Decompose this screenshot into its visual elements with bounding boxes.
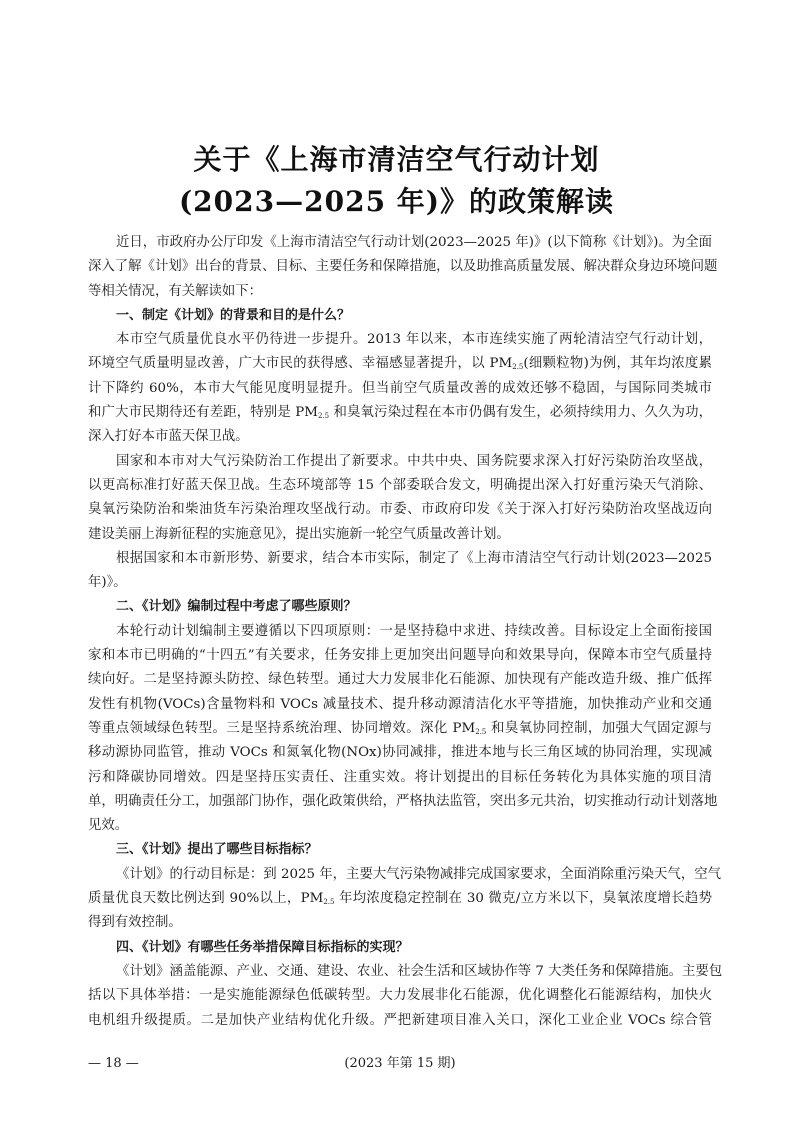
text-line: 国家和本市对大气污染防治工作提出了新要求。中共中央、国务院要求深入打好污染防治攻坚战， <box>116 453 712 469</box>
text-line: 移动源协同监管，推动 VOCs 和氮氧化物(NOx)协同减排，推进本地与长三角区域的协同治理，实现减 <box>88 745 712 761</box>
text-line: 本市空气质量优良水平仍待进一步提升。2013 年以来，本市连续实施了两轮清洁空气行动计划， <box>116 332 712 348</box>
text-line: 质量优良天数比例达到 90%以上，$PM_{2.5}$ 年均浓度稳定控制在 30 微克/立方米以下，臭氧浓度增长趋势 <box>88 891 712 907</box>
section-heading: 一、制定《计划》的背景和目的是什么？ <box>116 307 351 323</box>
section-heading: 二、《计划》编制过程中考虑了哪些原则？ <box>116 599 357 615</box>
issue-label: (2023 年第 15 期) <box>344 1056 456 1071</box>
text-line: 电机组升级提质。二是加快产业结构优化升级。严把新建项目准入关口，深化工业企业 VOCs 综合管 <box>88 1012 712 1028</box>
text-line: 年)》。 <box>88 575 127 591</box>
text-line: 计下降约 60%，本市大气能见度明显提升。但当前空气质量改善的成效还够不稳固，与国际同类城市 <box>88 380 712 396</box>
text-line: 近日，市政府办公厅印发《上海市清洁空气行动计划(2023—2025 年)》(以下简称《计划》)。为全面 <box>116 235 712 250</box>
text-line: 等相关情况，有关解读如下： <box>88 283 263 299</box>
text-line: 环境空气质量明显改善，广大市民的获得感、幸福感显著提升，以 $PM_{2.5}$(细颗粒物)为例，其年均浓度累 <box>88 356 712 372</box>
page-footer <box>88 1054 712 1074</box>
text-line: 根据国家和本市新形势、新要求，结合本市实际，制定了《上海市清洁空气行动计划(2023—2025 <box>116 550 712 566</box>
section-heading: 三、《计划》提出了哪些目标指标？ <box>116 842 318 858</box>
document-title-line-1: 关于《上海市清洁空气行动计划 <box>193 143 600 176</box>
text-line: 深入了解《计划》出台的背景、目标、主要任务和保障措施，以及助推高质量发展、解决群众身边环境问题 <box>88 259 718 275</box>
page-number: — 18 — <box>88 1056 139 1071</box>
text-line: 得到有效控制。 <box>88 915 182 931</box>
text-line: 和广大市民期待还有差距，特别是 $PM_{2.5}$ 和臭氧污染过程在本市仍偶有发生，必须持续用力、久久为功， <box>88 405 712 421</box>
text-line: 本轮行动计划编制主要遵循以下四项原则：一是坚持稳中求进、持续改善。目标设定上全面衔接国 <box>116 623 712 639</box>
text-line: 臭氧污染防治和柴油货车污染治理攻坚战行动。市委、市政府印发《关于深入打好污染防治攻坚战迈向 <box>88 502 712 518</box>
text-line: 家和本市已明确的“十四五”有关要求，任务安排上更加突出问题导向和效果导向，保障本市空气质量持 <box>88 648 712 664</box>
article-body <box>88 231 723 1033</box>
text-line: 建设美丽上海新征程的实施意见》，提出实施新一轮空气质量改善计划。 <box>88 526 510 542</box>
text-line: 深入打好本市蓝天保卫战。 <box>88 429 249 445</box>
text-line: 以更高标准打好蓝天保卫战。生态环境部等 15 个部委联合发文，明确提出深入打好重污染天气消除、 <box>88 477 712 493</box>
text-line: 括以下具体举措：一是实施能源绿色低碳转型。大力发展非化石能源，优化调整化石能源结构，加快火 <box>88 988 712 1004</box>
text-line: 见效。 <box>88 818 129 834</box>
text-line: 发性有机物(VOCs)含量物料和 VOCs 减量技术、提升移动源清洁化水平等措施，加快推动产业和交通 <box>88 696 712 712</box>
document-title-line-2: (2023—2025 年)》的政策解读 <box>178 185 615 218</box>
text-line: 等重点领域绿色转型。三是坚持系统治理、协同增效。深化 $PM_{2.5}$ 和臭氧协同控制，加强大气固定源与 <box>88 720 712 736</box>
section-heading: 四、《计划》有哪些任务举措保障目标指标的实现？ <box>116 939 409 955</box>
text-line: 单，明确责任分工，加强部门协作，强化政策供给，严格执法监管，突出多元共治，切实推动行动计划落地 <box>88 793 718 809</box>
text-line: 续向好。二是坚持源头防控、绿色转型。通过大力发展非化石能源、加快现有产能改造升级、推广低挥 <box>88 672 712 688</box>
text-line: 《计划》的行动目标是：到 2025 年，主要大气污染物减排完成国家要求，全面消除重污染天气，空气 <box>116 866 721 882</box>
text-line: 《计划》涵盖能源、产业、交通、建设、农业、社会生活和区域协作等 7 大类任务和保障措施。主要包 <box>116 963 723 979</box>
text-line: 污和降碳协同增效。四是坚持压实责任、注重实效。将计划提出的目标任务转化为具体实施的项目清 <box>88 769 712 785</box>
